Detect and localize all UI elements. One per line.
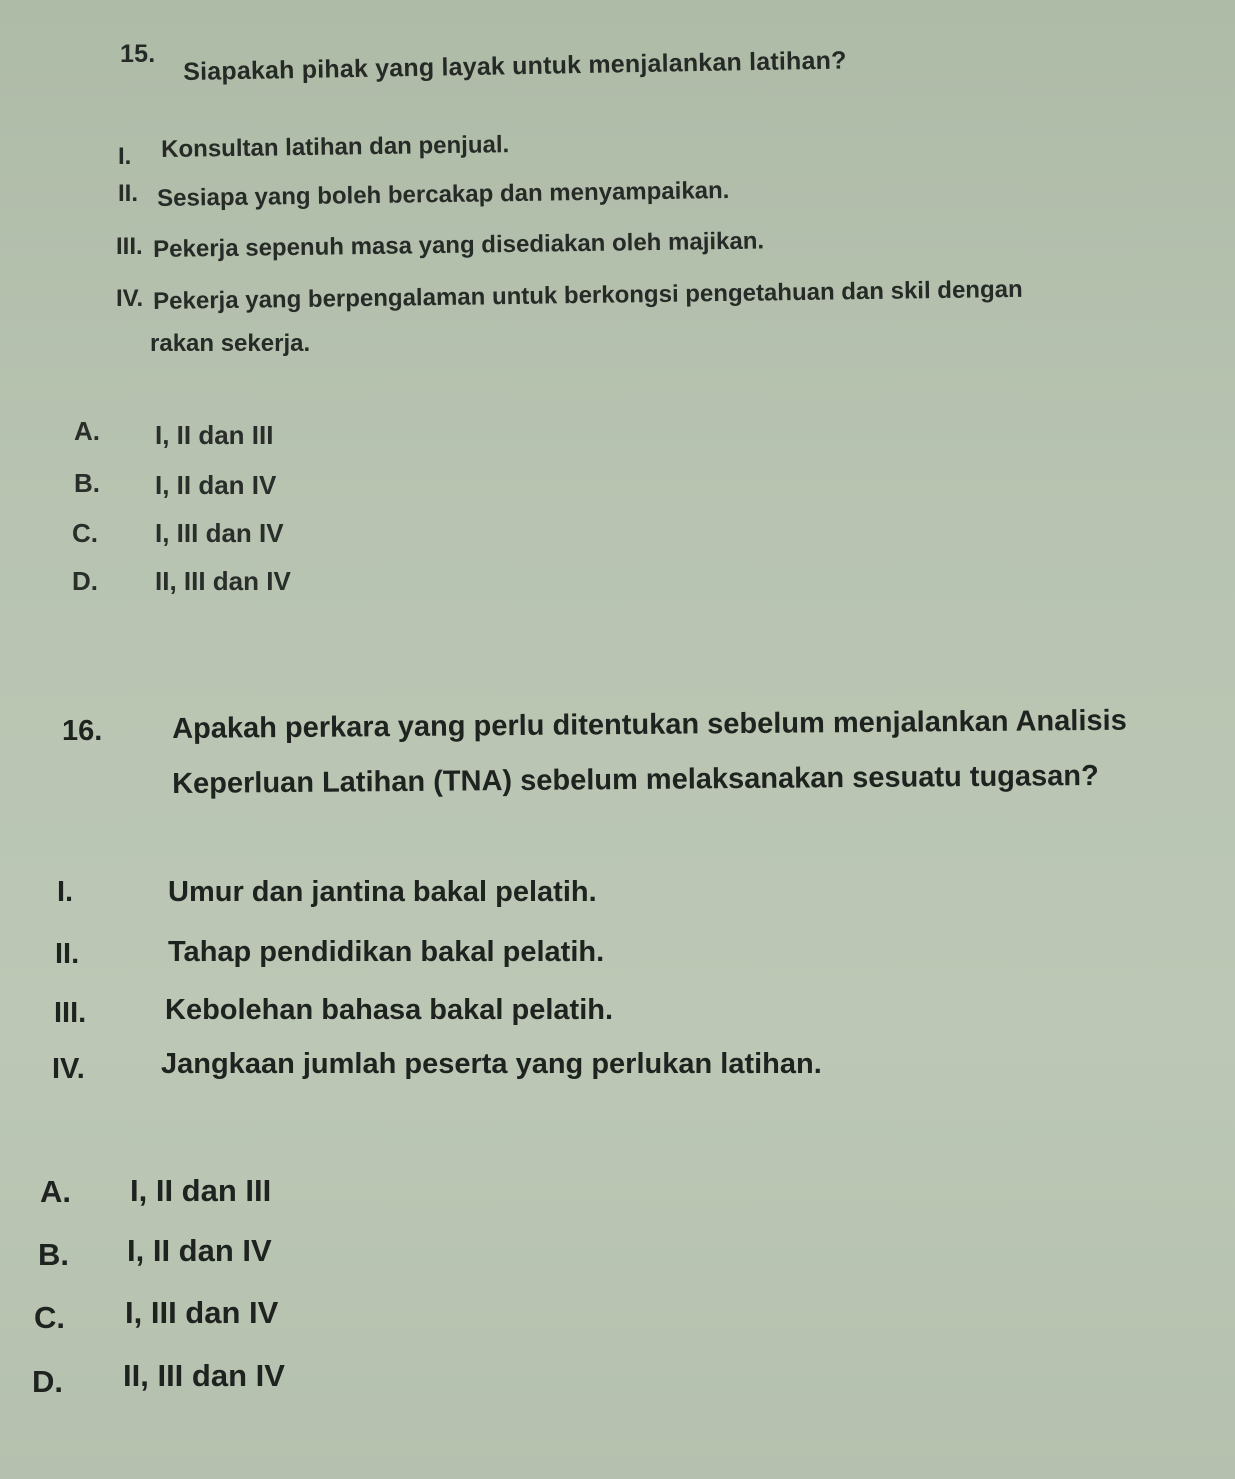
statement-roman: IV. [116,285,144,312]
statement-roman: III. [116,233,143,260]
option-letter: A. [74,416,100,446]
statement-roman: II. [118,180,139,207]
statement-text: Sesiapa yang boleh bercakap dan menyampaikan. [157,177,730,212]
option-letter: C. [34,1300,65,1335]
question-text-line1: Apakah perkara yang perlu ditentukan sebelum menjalankan Analisis [172,704,1127,745]
option-letter: B. [74,468,100,498]
option-letter: D. [72,566,98,596]
statement-text: Kebolehan bahasa bakal pelatih. [165,994,614,1026]
statement-roman: II. [55,938,80,970]
option-text: I, II dan IV [127,1233,272,1268]
option-text: I, III dan IV [155,518,284,548]
option-text: I, II dan IV [155,470,277,500]
question-number: 16. [62,715,103,747]
statement-text: Tahap pendidikan bakal pelatih. [168,936,605,968]
statement-text: Umur dan jantina bakal pelatih. [168,876,597,908]
statement-text: Pekerja sepenuh masa yang disediakan oleh majikan. [153,227,765,263]
option-text: II, III dan IV [155,566,291,596]
question-text-line2: Keperluan Latihan (TNA) sebelum melaksanakan sesuatu tugasan? [172,759,1099,800]
statement-text: Pekerja yang berpengalaman untuk berkongsi pengetahuan dan skil dengan [153,275,1023,315]
question-text: Siapakah pihak yang layak untuk menjalankan latihan? [183,46,847,86]
statement-roman: I. [118,143,132,170]
statement-text: Konsultan latihan dan penjual. [161,131,510,163]
statement-text: Jangkaan jumlah peserta yang perlukan latihan. [161,1048,822,1080]
question-number: 15. [120,40,156,68]
option-text: I, II dan III [130,1173,272,1208]
option-letter: C. [72,518,98,548]
option-text: I, III dan IV [125,1295,279,1330]
option-letter: B. [38,1237,69,1272]
statement-text-continued: rakan sekerja. [150,330,311,357]
statement-roman: IV. [52,1053,85,1085]
statement-roman: I. [57,876,74,908]
option-letter: D. [32,1364,63,1399]
option-text: I, II dan III [155,420,274,450]
statement-roman: III. [54,997,87,1029]
option-text: II, III dan IV [123,1358,285,1393]
option-letter: A. [40,1174,71,1209]
